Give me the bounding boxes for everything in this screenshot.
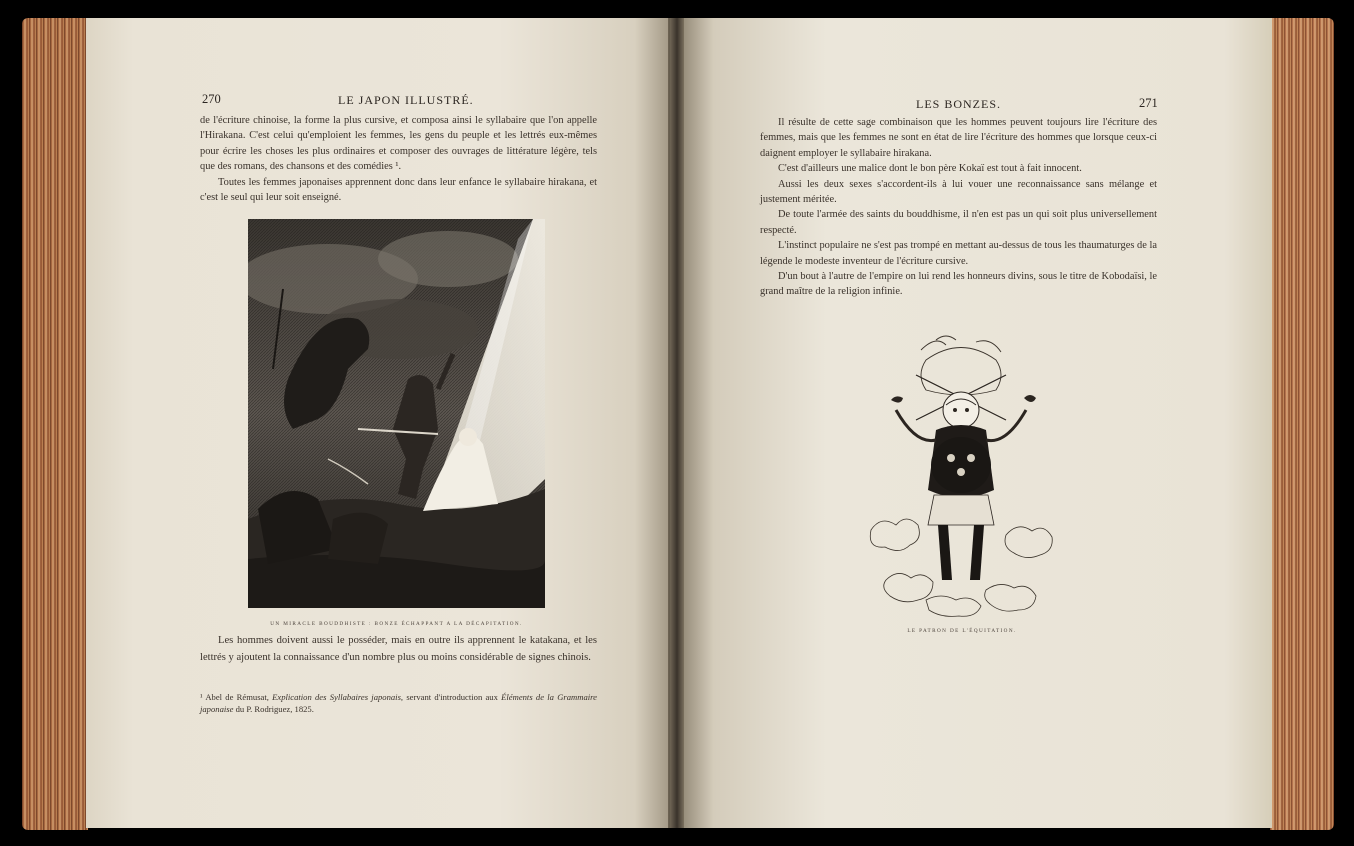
book-fore-edge-left	[22, 18, 88, 830]
right-paragraph-1: Il résulte de cette sage combinaison que les hommes peuvent toujours lire l'écriture des femmes, mais que les femmes ne sont en état de lire l'écriture des hommes que lorsque ceux-ci daignent employer le syllabaire hirakana.	[760, 117, 1157, 159]
right-paragraph-2: C'est d'ailleurs une malice dont le bon père Kokaï est tout à fait innocent.	[778, 163, 1082, 175]
left-illustration-caption: UN MIRACLE BOUDDHISTE : BONZE ÉCHAPPANT A LA DÉCAPITATION.	[270, 621, 523, 627]
right-page-number: 271	[1139, 96, 1158, 110]
right-illustration-caption: LE PATRON DE L'ÉQUITATION.	[907, 628, 1017, 634]
right-paragraph-5: L'instinct populaire ne s'est pas trompé en mettant au-dessus de tous les thaumaturges de la légende le modeste inventeur de l'écriture cursive.	[760, 240, 1157, 267]
left-page-number: 270	[202, 92, 221, 106]
deity-drawing	[866, 330, 1058, 620]
left-paragraph-2: Toutes les femmes japonaises apprennent donc dans leur enfance le syllabaire hirakana, et c'est le seul qui leur soit enseigné.	[200, 176, 597, 204]
left-running-head: LE JAPON ILLUSTRÉ.	[338, 93, 474, 107]
left-paragraph-3: Les hommes doivent aussi le posséder, mais en outre ils apprennent le katakana, et les lettrés y ajoutent la connaissance d'un nombre plus ou moins considérable de signes chinois.	[200, 635, 597, 663]
engraving-buddhist-miracle	[248, 219, 545, 608]
left-paragraph-1: de l'écriture chinoise, la forme la plus cursive, et composa ainsi le syllabaire que l'on appelle l'Hirakana. C'est celui qu'emploient les femmes, les gens du peuple et les lettrés eux-mêmes pour écrire les choses les plus ordinaires et composer des ouvrages de littérature légère, tels que des romans, des chansons et des comédies ¹.	[200, 115, 597, 173]
footnote-title2: Éléments de la Grammaire japonaise	[200, 692, 597, 714]
right-running-head: LES BONZES.	[916, 97, 1002, 111]
right-text	[760, 115, 1157, 300]
right-paragraph-4: De toute l'armée des saints du bouddhisme, il n'en est pas un qui soit plus universellement respecté.	[760, 209, 1157, 236]
footnote-middle: , servant d'introduction aux	[400, 692, 502, 702]
right-paragraph-6: D'un bout à l'autre de l'empire on lui rend les honneurs divins, sous le titre de Kobodaïsi, le grand maître de la religion infinie.	[760, 271, 1157, 298]
left-text-bottom	[200, 633, 597, 666]
footnote-title: Explication des Syllabaires japonais	[272, 692, 401, 702]
right-paragraph-3: Aussi les deux sexes s'accordent-ils à lui vouer une reconnaissance sans mélange et justement méritée.	[760, 178, 1157, 206]
book-gutter-shadow	[670, 18, 684, 828]
footnote-prefix: ¹ Abel de Rémusat,	[200, 692, 273, 702]
book-fore-edge-right	[1270, 18, 1334, 830]
footnote-suffix: du P. Rodriguez, 1825.	[233, 704, 314, 714]
illustration-patron-of-horsemanship	[866, 330, 1058, 620]
engraving-art	[248, 219, 545, 608]
left-text-top	[200, 113, 597, 205]
left-footnote	[200, 691, 597, 715]
